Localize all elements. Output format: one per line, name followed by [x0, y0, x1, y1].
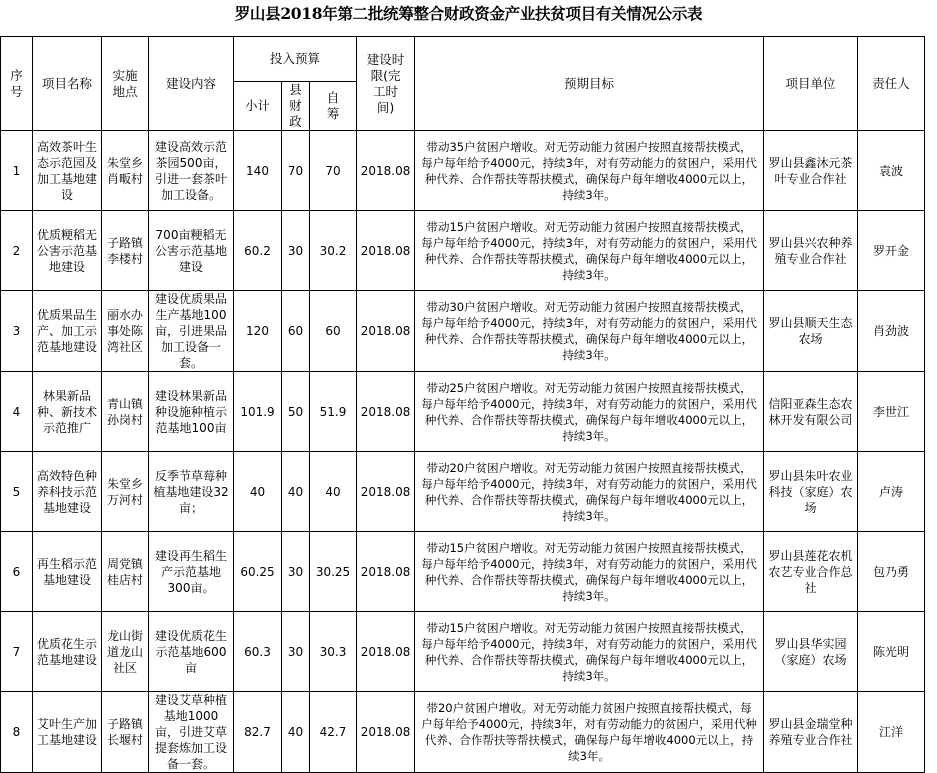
row-person: 袁波 — [858, 131, 925, 211]
header-period: 建设时限(完工时间) — [357, 37, 415, 131]
row-person: 江洋 — [858, 692, 925, 773]
row-content: 建设高效示范茶园500亩，引进一套茶叶加工设备。 — [149, 131, 234, 211]
row-content: 建设优质果品生产基地100亩，引进果品加工设备一套。 — [149, 291, 234, 372]
row-self-raised: 30.25 — [310, 532, 357, 612]
header-self-raised: 自筹 — [310, 82, 357, 131]
row-unit: 罗山县莲花农机农艺专业合作总社 — [764, 532, 858, 612]
row-self-raised: 70 — [310, 131, 357, 211]
row-person: 包乃勇 — [858, 532, 925, 612]
row-subtotal: 60.25 — [234, 532, 282, 612]
row-location: 子路镇长堰村 — [102, 692, 149, 773]
row-unit: 罗山县顺天生态农场 — [764, 291, 858, 372]
row-period: 2018.08 — [357, 532, 415, 612]
row-location: 周党镇桂店村 — [102, 532, 149, 612]
row-location: 朱堂乡肖畈村 — [102, 131, 149, 211]
header-content: 建设内容 — [149, 37, 234, 131]
row-goal: 带动35户贫困户增收。对无劳动能力贫困户按照直接帮扶模式，每户每年给予4000元，持续3年，对有劳动能力的贫困户，采用代种代养、合作帮扶等帮扶模式，确保每户每年增收4000元以上，持续3年。 — [415, 131, 764, 211]
row-name: 再生稻示范基地建设 — [33, 532, 102, 612]
row-person: 肖劲波 — [858, 291, 925, 372]
table-row — [1, 532, 925, 612]
row-self-raised: 60 — [310, 291, 357, 372]
table-row — [1, 612, 925, 692]
row-seq: 3 — [1, 291, 33, 372]
row-location: 朱堂乡万河村 — [102, 452, 149, 532]
row-seq: 8 — [1, 692, 33, 773]
row-person: 陈光明 — [858, 612, 925, 692]
row-name: 优质果品生产、加工示范基地建设 — [33, 291, 102, 372]
header-subtotal: 小计 — [234, 82, 282, 131]
header-budget: 投入预算 — [234, 37, 357, 82]
row-self-raised: 40 — [310, 452, 357, 532]
header-seq: 序号 — [1, 37, 33, 131]
row-subtotal: 140 — [234, 131, 282, 211]
row-unit: 信阳亚森生态农林开发有限公司 — [764, 372, 858, 452]
row-content: 建设优质花生示范基地600亩 — [149, 612, 234, 692]
row-goal: 带动15户贫困户增收。对无劳动能力贫困户按照直接帮扶模式，每户每年给予4000元，持续3年，对有劳动能力的贫困户，采用代种代养、合作帮扶等帮扶模式，确保每户每年增收4000元以上，持续3年。 — [415, 612, 764, 692]
header-location: 实施地点 — [102, 37, 149, 131]
row-goal: 带动25户贫困户增收。对无劳动能力贫困户按照直接帮扶模式，每户每年给予4000元，持续3年，对有劳动能力的贫困户，采用代种代养、合作帮扶等帮扶模式，确保每户每年增收4000元以上，持续3年。 — [415, 372, 764, 452]
header-county-finance: 县财政 — [282, 82, 310, 131]
row-name: 艾叶生产加工基地建设 — [33, 692, 102, 773]
row-subtotal: 101.9 — [234, 372, 282, 452]
row-name: 高效茶叶生态示范园及加工基地建设 — [33, 131, 102, 211]
row-name: 高效特色种养科技示范基地建设 — [33, 452, 102, 532]
row-period: 2018.08 — [357, 452, 415, 532]
row-period: 2018.08 — [357, 211, 415, 291]
header-person: 责任人 — [858, 37, 925, 131]
row-period: 2018.08 — [357, 612, 415, 692]
row-seq: 1 — [1, 131, 33, 211]
row-subtotal: 40 — [234, 452, 282, 532]
row-county-finance: 30 — [282, 612, 310, 692]
row-subtotal: 60.2 — [234, 211, 282, 291]
table-row — [1, 291, 925, 372]
row-person: 李世江 — [858, 372, 925, 452]
header-name: 项目名称 — [33, 37, 102, 131]
row-unit: 罗山县华实园（家庭）农场 — [764, 612, 858, 692]
row-seq: 2 — [1, 211, 33, 291]
row-seq: 4 — [1, 372, 33, 452]
row-period: 2018.08 — [357, 692, 415, 773]
row-content: 建设再生稻生产示范基地300亩。 — [149, 532, 234, 612]
row-unit: 罗山县金瑞堂种养殖专业合作社 — [764, 692, 858, 773]
row-goal: 带动30户贫困户增收。对无劳动能力贫困户按照直接帮扶模式，每户每年给予4000元，持续3年，对有劳动能力的贫困户，采用代种代养、合作帮扶等帮扶模式，确保每户每年增收4000元以上，持续3年。 — [415, 291, 764, 372]
row-subtotal: 60.3 — [234, 612, 282, 692]
page-title: 罗山县2018年第二批统筹整合财政资金产业扶贫项目有关情况公示表 — [234, 4, 703, 23]
row-county-finance: 50 — [282, 372, 310, 452]
project-table — [0, 36, 925, 773]
row-name: 优质粳稻无公害示范基地建设 — [33, 211, 102, 291]
row-seq: 7 — [1, 612, 33, 692]
row-person: 罗开金 — [858, 211, 925, 291]
row-period: 2018.08 — [357, 291, 415, 372]
row-content: 700亩粳稻无公害示范基地建设 — [149, 211, 234, 291]
row-county-finance: 40 — [282, 452, 310, 532]
row-goal: 带20户贫困户增收。对无劳动能力贫困户按照直接帮扶模式，每户每年给予4000元，持续3年，对有劳动能力的贫困户，采用代种代养、合作帮扶等帮扶模式，确保每户每年增收4000元以上，持续3年。 — [415, 692, 764, 773]
row-name: 优质花生示范基地建设 — [33, 612, 102, 692]
row-period: 2018.08 — [357, 131, 415, 211]
row-goal: 带动20户贫困户增收。对无劳动能力贫困户按照直接帮扶模式，每户每年给予4000元，持续3年，对有劳动能力的贫困户，采用代种代养、合作帮扶等帮扶模式，确保每户每年增收4000元以上，持续3年。 — [415, 452, 764, 532]
row-content: 反季节草莓种植基地建设32亩； — [149, 452, 234, 532]
row-goal: 带动15户贫困户增收。对无劳动能力贫困户按照直接帮扶模式，每户每年给予4000元，持续3年，对有劳动能力的贫困户，采用代种代养、合作帮扶等帮扶模式，确保每户每年增收4000元以上，持续3年。 — [415, 211, 764, 291]
table-row — [1, 452, 925, 532]
row-location: 丽水办事处陈湾社区 — [102, 291, 149, 372]
table-body — [1, 131, 925, 773]
row-county-finance: 40 — [282, 692, 310, 773]
row-goal: 带动15户贫困户增收。对无劳动能力贫困户按照直接帮扶模式，每户每年给予4000元，持续3年，对有劳动能力的贫困户，采用代种代养、合作帮扶等帮扶模式，确保每户每年增收4000元以上，持续3年。 — [415, 532, 764, 612]
row-county-finance: 30 — [282, 211, 310, 291]
row-location: 龙山街道龙山社区 — [102, 612, 149, 692]
row-unit: 罗山县兴农种养殖专业合作社 — [764, 211, 858, 291]
row-unit: 罗山县朱叶农业科技（家庭）农场 — [764, 452, 858, 532]
row-county-finance: 70 — [282, 131, 310, 211]
header-unit: 项目单位 — [764, 37, 858, 131]
table-row — [1, 692, 925, 773]
row-self-raised: 30.3 — [310, 612, 357, 692]
header-goal: 预期目标 — [415, 37, 764, 131]
row-name: 林果新品种、新技术示范推广 — [33, 372, 102, 452]
row-unit: 罗山县鑫沐元茶叶专业合作社 — [764, 131, 858, 211]
row-self-raised: 51.9 — [310, 372, 357, 452]
table-row — [1, 372, 925, 452]
row-seq: 6 — [1, 532, 33, 612]
row-subtotal: 82.7 — [234, 692, 282, 773]
row-county-finance: 30 — [282, 532, 310, 612]
table-row — [1, 131, 925, 211]
row-location: 青山镇孙岗村 — [102, 372, 149, 452]
row-self-raised: 30.2 — [310, 211, 357, 291]
row-seq: 5 — [1, 452, 33, 532]
row-location: 子路镇李楼村 — [102, 211, 149, 291]
table-row — [1, 211, 925, 291]
row-period: 2018.08 — [357, 372, 415, 452]
row-person: 卢涛 — [858, 452, 925, 532]
row-content: 建设林果新品种设施种植示范基地100亩 — [149, 372, 234, 452]
row-subtotal: 120 — [234, 291, 282, 372]
row-self-raised: 42.7 — [310, 692, 357, 773]
row-county-finance: 60 — [282, 291, 310, 372]
row-content: 建设艾草种植基地1000亩，引进艾草提套炼加工设备一套。 — [149, 692, 234, 773]
